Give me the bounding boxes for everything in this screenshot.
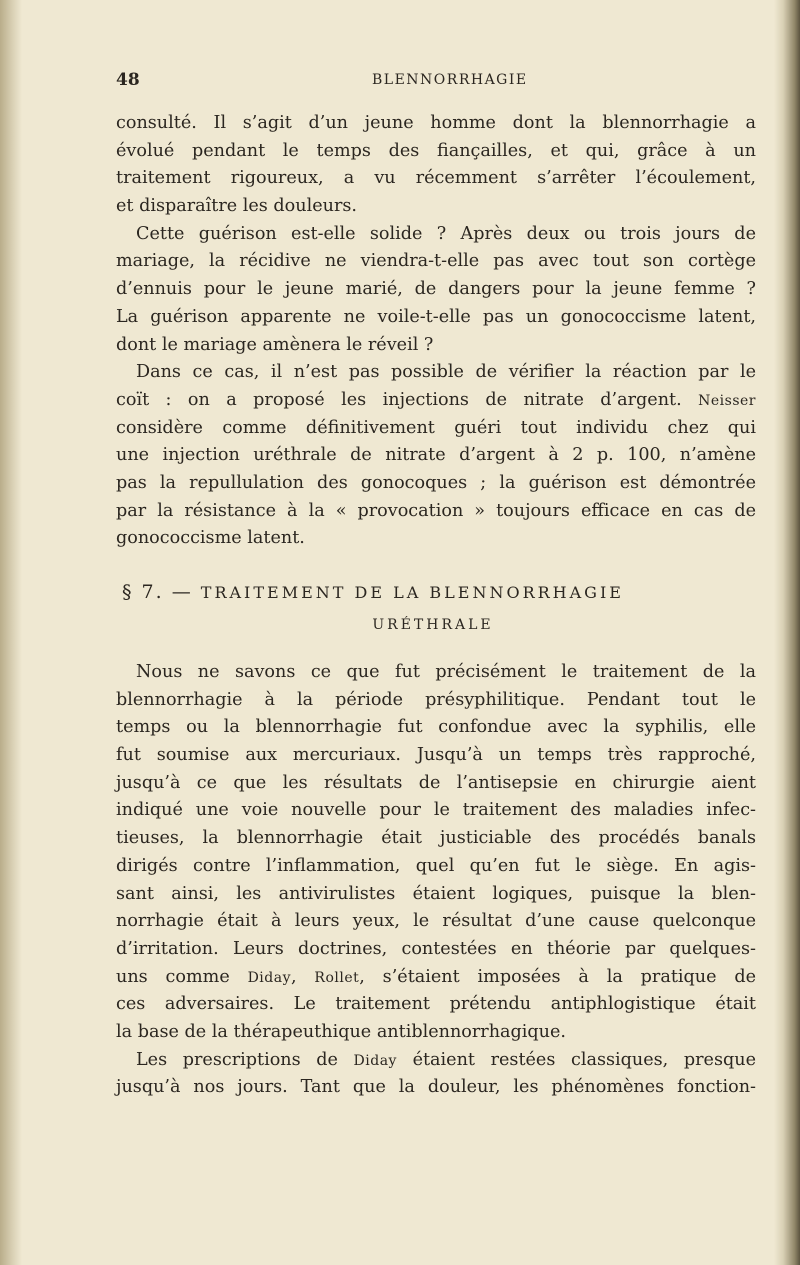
text-line: [116, 387, 756, 415]
text-fragment: coït : on a proposé les injections de nitrate d’argent.: [116, 389, 682, 410]
text-line: Nous ne savons ce que fut précisément le traitement de la: [136, 662, 756, 682]
running-head: [116, 70, 756, 96]
text-line: norrhagie était à leurs yeux, le résultat d’une cause quelconque: [116, 911, 756, 932]
text-line: d’irritation. Leurs doctrines, contestées en théorie par quelques-: [116, 938, 756, 959]
text-fragment: ,: [291, 966, 297, 987]
text-line: [116, 964, 756, 992]
text-line: considère comme définitivement guéri tout individu chez qui: [116, 417, 756, 438]
text-line: jusqu’à ce que les résultats de l’antisepsie en chirurgie aient: [116, 772, 756, 793]
text-line: traitement rigoureux, a vu récemment s’arrêter l’écoulement,: [116, 168, 756, 189]
paragraph: [116, 1047, 756, 1102]
text-fragment: , s’étaient imposées à la pratique de: [359, 966, 757, 987]
page-gutter-shadow: [0, 0, 22, 1265]
text-line: pas la repullulation des gonocoques ; la guérison est démontrée: [116, 472, 756, 493]
section-dash: —: [171, 581, 193, 603]
text-line: [116, 1047, 756, 1075]
text-line: sant ainsi, les antivirulistes étaient logiques, puisque la blen-: [116, 883, 756, 904]
body-text: [116, 110, 756, 1102]
text-line: indiqué une voie nouvelle pour le traitement des maladies infec-: [116, 800, 756, 821]
text-line: ces adversaires. Le traitement prétendu antiphlogistique était: [116, 994, 756, 1015]
text-line: Cette guérison est-elle solide ? Après deux ou trois jours de: [136, 223, 756, 244]
text-line: jusqu’à nos jours. Tant que la douleur, les phénomènes fonction-: [116, 1077, 756, 1098]
text-line: gonococcisme latent.: [116, 528, 305, 549]
section-heading: [116, 575, 756, 609]
text-line: tieuses, la blennorrhagie était justiciable des procédés banals: [116, 828, 756, 849]
text-fragment: uns comme: [116, 966, 230, 987]
page-edge: [774, 0, 800, 1265]
paragraph: [116, 659, 756, 1047]
text-fragment: Les prescriptions de: [136, 1049, 338, 1070]
text-line: évolué pendant le temps des fiançailles, et qui, grâce à un: [116, 140, 756, 161]
paragraph: [116, 221, 756, 359]
text-line: La guérison apparente ne voile-t-elle pas un gonococcisme latent,: [116, 306, 756, 327]
paragraph: [116, 359, 756, 553]
page-number: 48: [116, 70, 140, 90]
section-title: TRAITEMENT DE LA BLENNORRHAGIE: [200, 583, 624, 602]
author-name: Diday: [247, 969, 291, 986]
paragraph: [116, 110, 756, 221]
text-line: et disparaître les douleurs.: [116, 196, 358, 217]
text-line: mariage, la récidive ne viendra-t-elle pas avec tout son cortège: [116, 251, 756, 272]
section-number: § 7.: [122, 581, 164, 603]
text-line: fut soumise aux mercuriaux. Jusqu’à un temps très rapproché,: [116, 745, 756, 766]
book-page: [116, 70, 756, 1102]
author-name: Rollet: [314, 969, 360, 986]
running-title: BLENNORRHAGIE: [372, 72, 528, 88]
text-line: dont le mariage amènera le réveil ?: [116, 334, 434, 355]
text-fragment: étaient restées classiques, presque: [412, 1049, 756, 1070]
text-line: une injection uréthrale de nitrate d’argent à 2 p. 100, n’amène: [116, 445, 756, 466]
author-name: Neisser: [698, 392, 756, 409]
text-line: consulté. Il s’agit d’un jeune homme dont la blennorrhagie a: [116, 113, 756, 133]
text-line: Dans ce cas, il n’est pas possible de vérifier la réaction par le: [136, 362, 756, 383]
text-line: la base de la thérapeuthique antiblennorrhagique.: [116, 1021, 567, 1042]
text-line: temps ou la blennorrhagie fut confondue avec la syphilis, elle: [116, 717, 756, 738]
text-line: par la résistance à la « provocation » toujours efficace en cas de: [116, 500, 756, 521]
author-name: Diday: [353, 1052, 397, 1069]
text-line: dirigés contre l’inflammation, quel qu’en fut le siège. En agis-: [116, 855, 756, 876]
section-subtitle: URÉTHRALE: [372, 617, 494, 633]
text-line: blennorrhagie à la période présyphilitique. Pendant tout le: [116, 689, 756, 710]
text-line: d’ennuis pour le jeune marié, de dangers pour la jeune femme ?: [116, 279, 756, 300]
